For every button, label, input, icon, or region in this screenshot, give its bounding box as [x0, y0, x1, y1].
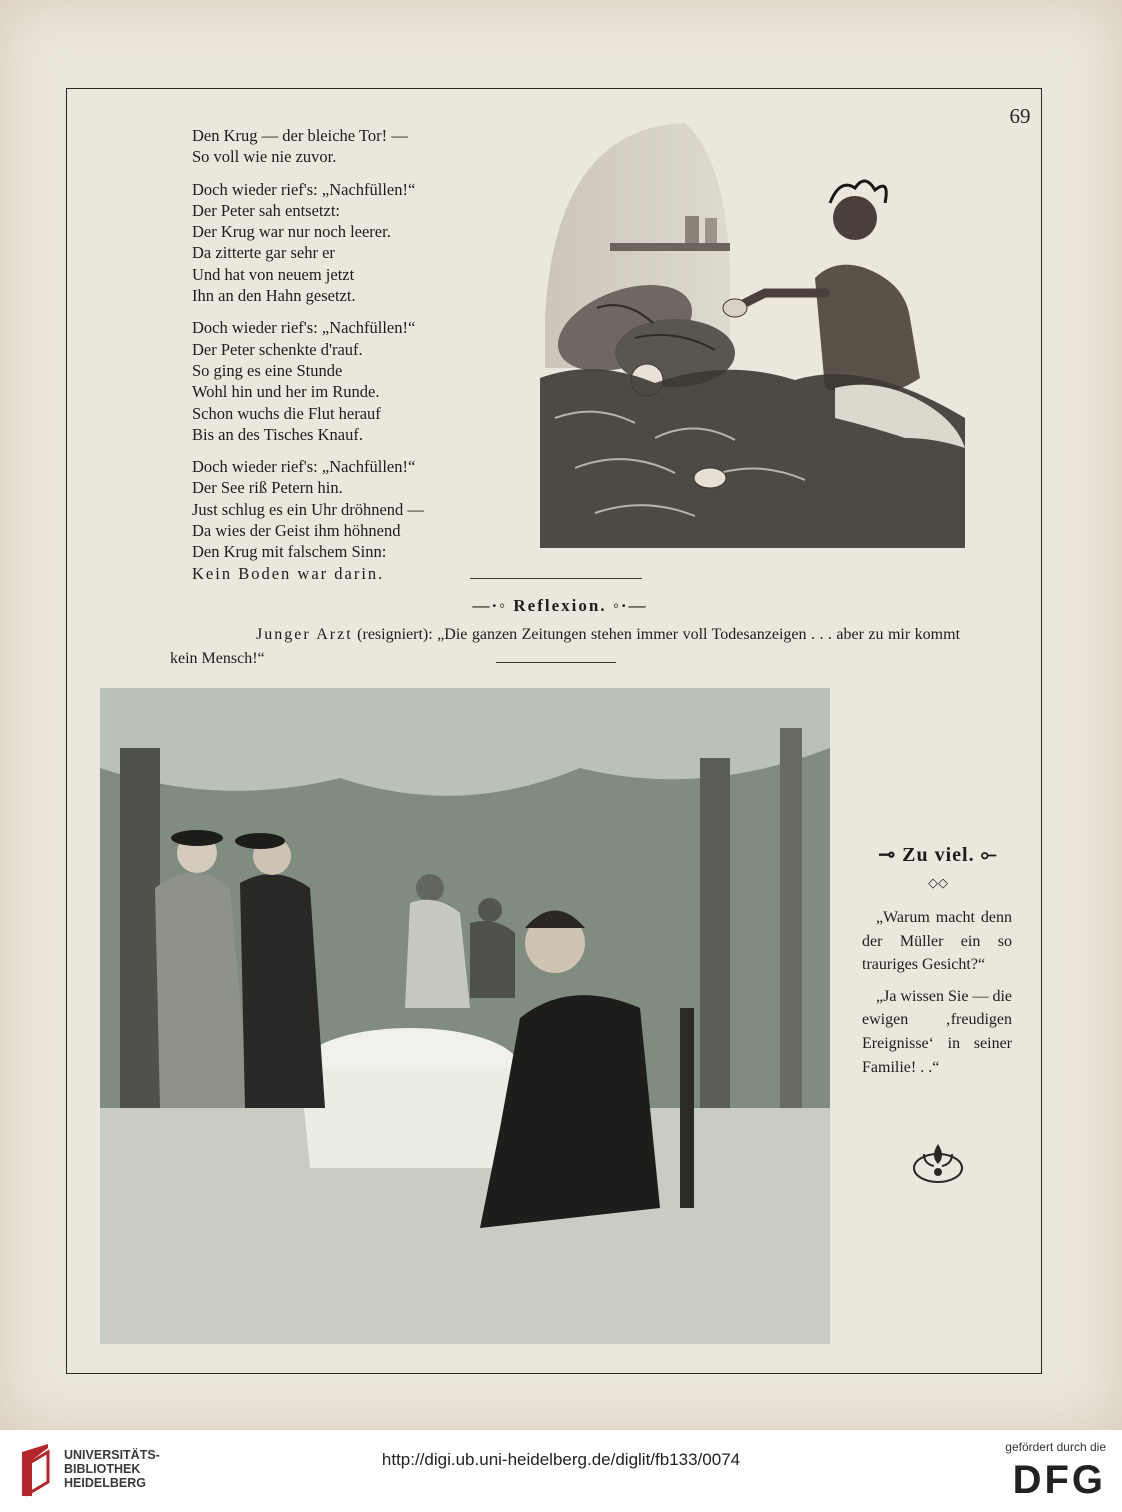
- stage-direction: (resigniert):: [352, 626, 438, 643]
- poem-line: Just schlug es ein Uhr dröhnend —: [192, 499, 424, 519]
- divider-rule: [470, 578, 642, 579]
- poem-line: Und hat von neuem jetzt: [192, 264, 355, 284]
- poem-line: Schon wuchs die Flut herauf: [192, 403, 381, 423]
- reflexion-heading: —·◦ Reflexion. ◦·—: [472, 596, 648, 615]
- poem: [192, 125, 552, 595]
- poem-stanza: [192, 317, 552, 445]
- poem-line: Wohl hin und her im Runde.: [192, 382, 380, 402]
- poem-line: Der Peter sah entsetzt:: [192, 200, 340, 220]
- beer-garden-illustration: [100, 688, 830, 1344]
- jug: [723, 299, 747, 317]
- poem-stanza: [192, 456, 552, 584]
- speaker-label: Junger Arzt: [256, 626, 353, 643]
- shelf: [610, 243, 730, 251]
- chair: [680, 1008, 694, 1208]
- page-number: 69: [1009, 104, 1031, 128]
- poem-line: Den Krug — der bleiche Tor! —: [192, 126, 408, 145]
- poem-line: Doch wieder rief's: „Nachfüllen!“: [192, 179, 416, 199]
- institution-line: UNIVERSITÄTS-: [64, 1448, 160, 1462]
- poem-line: Der See riß Petern hin.: [192, 478, 343, 498]
- institution-line: BIBLIOTHEK: [64, 1462, 141, 1476]
- poem-line: So voll wie nie zuvor.: [192, 147, 337, 167]
- zuviel-text: [862, 906, 1012, 1087]
- joke-text: „Die ganzen Zeitungen stehen immer voll Todesanzeigen . . . aber zu mir kommt kein Mensch!“: [170, 626, 961, 667]
- floral-vignette-icon: [910, 1138, 966, 1186]
- poem-line: Den Krug mit falschem Sinn:: [192, 542, 387, 562]
- dfg-logo: DFG: [1012, 1458, 1106, 1502]
- flood-illustration: [535, 118, 975, 548]
- source-url-link[interactable]: http://digi.ub.uni-heidelberg.de/diglit/fb133/0074: [381, 1450, 741, 1469]
- institution-line: HEIDELBERG: [64, 1476, 146, 1490]
- poem-line: Der Peter schenkte d'rauf.: [192, 339, 363, 359]
- reflexion-text: [170, 623, 960, 671]
- poem-line: Da zitterte gar sehr er: [192, 243, 335, 263]
- poem-stanza: [192, 125, 552, 168]
- poem-line: So ging es eine Stunde: [192, 360, 343, 380]
- zuviel-question: „Warum macht denn der Müller ein so trauriges Gesicht?“: [862, 909, 1012, 974]
- poem-line: Der Krug war nur noch leerer.: [192, 222, 391, 242]
- footer-bar: [0, 1430, 1122, 1512]
- poem-line: Doch wieder rief's: „Nachfüllen!“: [192, 318, 416, 338]
- ornament: ◇◇: [928, 876, 948, 891]
- divider-rule: [496, 662, 616, 663]
- poem-line: Da wies der Geist ihm höhnend: [192, 521, 401, 541]
- poem-line: Doch wieder rief's: „Nachfüllen!“: [192, 457, 416, 477]
- poem-line: Bis an des Tisches Knauf.: [192, 424, 363, 444]
- poem-line: Ihn an den Hahn gesetzt.: [192, 286, 356, 306]
- funding-caption: gefördert durch die: [1005, 1440, 1106, 1454]
- poem-stanza: [192, 179, 552, 307]
- zuviel-heading: ⊸ Zu viel. ⟜: [878, 844, 998, 866]
- zuviel-answer: „Ja wissen Sie — die ewigen ‚freudigen Ereignisse‘ in seiner Familie! . .“: [862, 987, 1012, 1076]
- poem-line: Kein Boden war darin.: [192, 563, 385, 583]
